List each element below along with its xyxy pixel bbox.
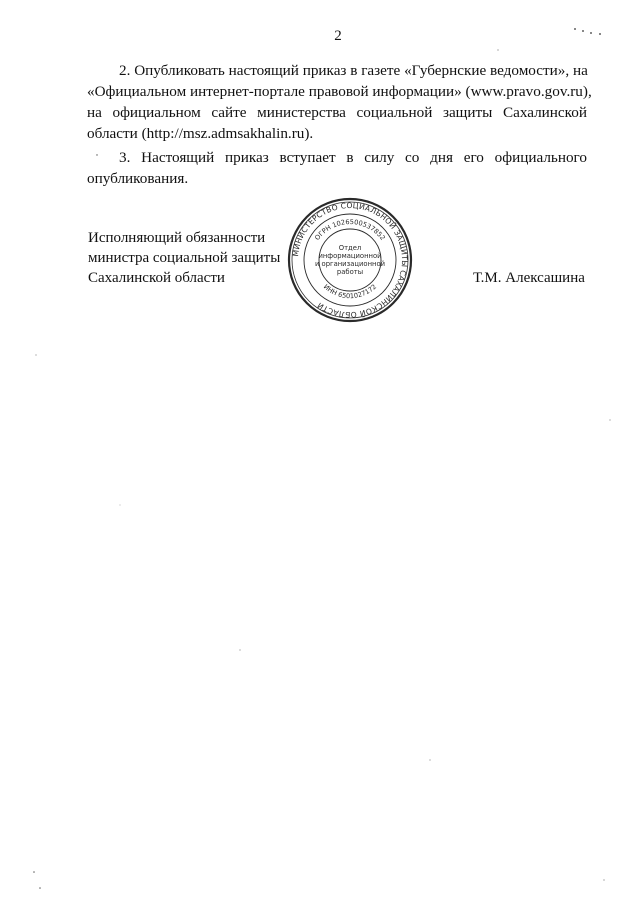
seal-ogrn-text: ОГРН 1026500537852: [313, 217, 387, 242]
seal-center-line: Отдел: [338, 244, 362, 252]
signatory-position: [88, 228, 280, 288]
paragraph-publication: [87, 60, 592, 144]
svg-text:ИНН 6501027172: [322, 283, 378, 301]
paragraph-line: на официальном сайте министерства социальной защиты Сахалинской: [87, 104, 587, 121]
seal-center-line: информационной: [318, 252, 382, 260]
paragraph-line: 3. Настоящий приказ вступает в силу со дня его официального: [119, 149, 587, 166]
paragraph-line: опубликования.: [87, 170, 189, 187]
seal-center-line: и организационной: [314, 260, 386, 268]
seal-outer-text: МИНИСТЕРСТВО СОЦИАЛЬНОЙ ЗАЩИТЫ САХАЛИНСКОЙ ОБЛАСТИ: [291, 200, 410, 320]
signer-name: Т.М. Алексашина: [473, 270, 585, 286]
signatory-position-line: министра социальной защиты: [88, 250, 281, 266]
page-number: 2: [334, 28, 342, 44]
paragraph-effective-date: [87, 147, 587, 189]
paragraph-line: «Официальном интернет-портале правовой информации» (www.pravo.gov.ru),: [87, 83, 592, 100]
signatory-position-line: Исполняющий обязанности: [88, 230, 266, 246]
paragraph-line: области (http://msz.admsakhalin.ru).: [87, 125, 314, 142]
seal-inn-text: ИНН 6501027172: [321, 282, 379, 301]
signatory-position-line: Сахалинской области: [88, 270, 225, 286]
official-seal-stamp: [285, 195, 415, 325]
seal-center-line: работы: [336, 268, 364, 276]
paragraph-line: 2. Опубликовать настоящий приказ в газете «Губернские ведомости», на: [119, 62, 588, 79]
